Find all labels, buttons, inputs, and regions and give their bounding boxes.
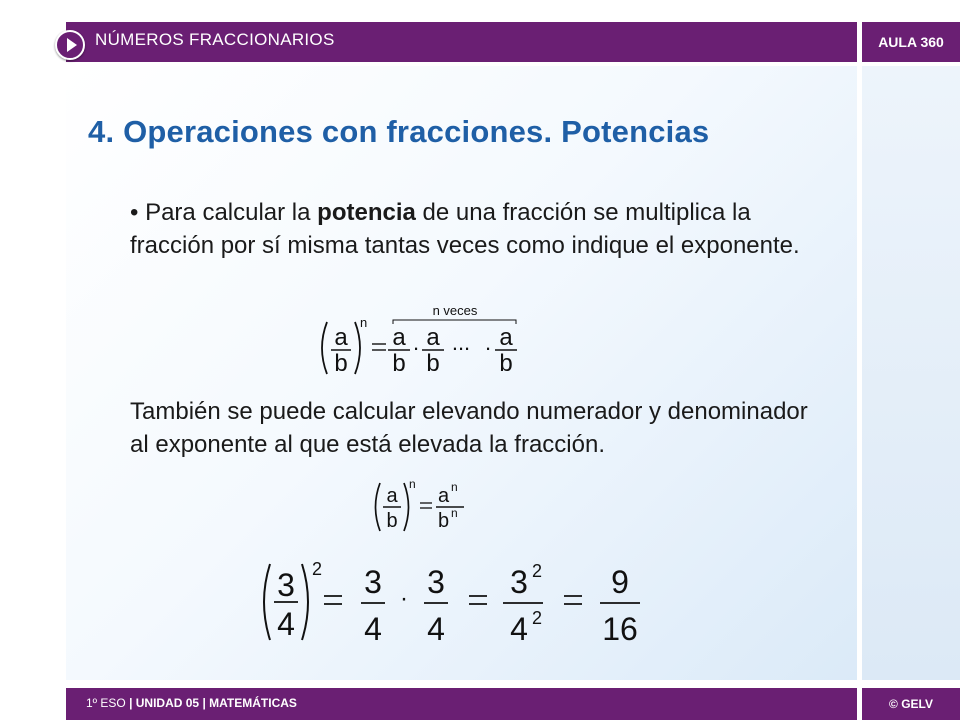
slide-title: 4. Operaciones con fracciones. Potencias [88, 114, 710, 149]
factor-numerator: a [499, 324, 513, 351]
example-factor-numerator: 3 [427, 564, 445, 600]
explanation-paragraph [130, 196, 830, 262]
brand-label: AULA 360 [862, 22, 960, 62]
example-power-numerator: 3 [510, 564, 528, 600]
paragraph-text-after: de una fracción se multiplica la fracción por sí misma tantas veces como indique el exponente. [130, 199, 800, 259]
bullet: • [130, 199, 146, 226]
multiply-dot: . [484, 330, 492, 355]
example-result-denominator: 16 [602, 611, 638, 647]
factor-numerator: a [392, 324, 406, 351]
example-factor-numerator: 3 [364, 564, 382, 600]
ellipsis: ... [451, 330, 471, 355]
factor-numerator: a [426, 324, 440, 351]
exponent: n [360, 315, 368, 330]
example-power-numerator-exponent: 2 [532, 561, 543, 581]
power-rule-formula [370, 475, 480, 537]
footer-breadcrumb [86, 696, 297, 710]
rhs-denominator-exponent: n [451, 506, 458, 520]
example-exponent: 2 [312, 559, 323, 579]
footer-course: 1º ESO [86, 696, 126, 710]
footer-unit-subject: | UNIDAD 05 | MATEMÁTICAS [125, 696, 297, 710]
example-factor-denominator: 4 [364, 611, 382, 647]
multiply-dot: . [412, 330, 420, 355]
section-title: NÚMEROS FRACCIONARIOS [95, 30, 335, 49]
base-numerator: a [334, 324, 348, 351]
factor-denominator: b [426, 350, 440, 377]
rhs-denominator: b [438, 510, 450, 532]
base-numerator: a [386, 485, 398, 507]
example-base-denominator: 4 [277, 606, 295, 642]
base-denominator: b [386, 510, 398, 532]
worked-example [258, 556, 648, 648]
play-icon[interactable] [55, 30, 85, 60]
paragraph-text-before: Para calcular la [145, 199, 318, 226]
factor-denominator: b [499, 350, 513, 377]
copyright-label: © GELV [862, 688, 960, 720]
brace-label: n veces [432, 303, 478, 318]
rhs-numerator: a [438, 485, 450, 507]
base-denominator: b [334, 350, 348, 377]
example-result-numerator: 9 [611, 564, 629, 600]
example-factor-denominator: 4 [427, 611, 445, 647]
example-power-denominator-exponent: 2 [532, 608, 543, 628]
example-power-denominator: 4 [510, 611, 528, 647]
keyword-potencia: potencia [317, 199, 416, 226]
example-multiply-dot: · [400, 585, 408, 612]
exponent: n [409, 477, 416, 491]
play-triangle-icon [57, 32, 83, 58]
example-base-numerator: 3 [277, 567, 295, 603]
factor-denominator: b [392, 350, 406, 377]
side-panel [862, 66, 960, 680]
rhs-numerator-exponent: n [451, 480, 458, 494]
alternative-paragraph: También se puede calcular elevando numerador y denominador al exponente al que está elevada la fracción. [130, 398, 808, 458]
power-definition-formula [315, 300, 555, 382]
